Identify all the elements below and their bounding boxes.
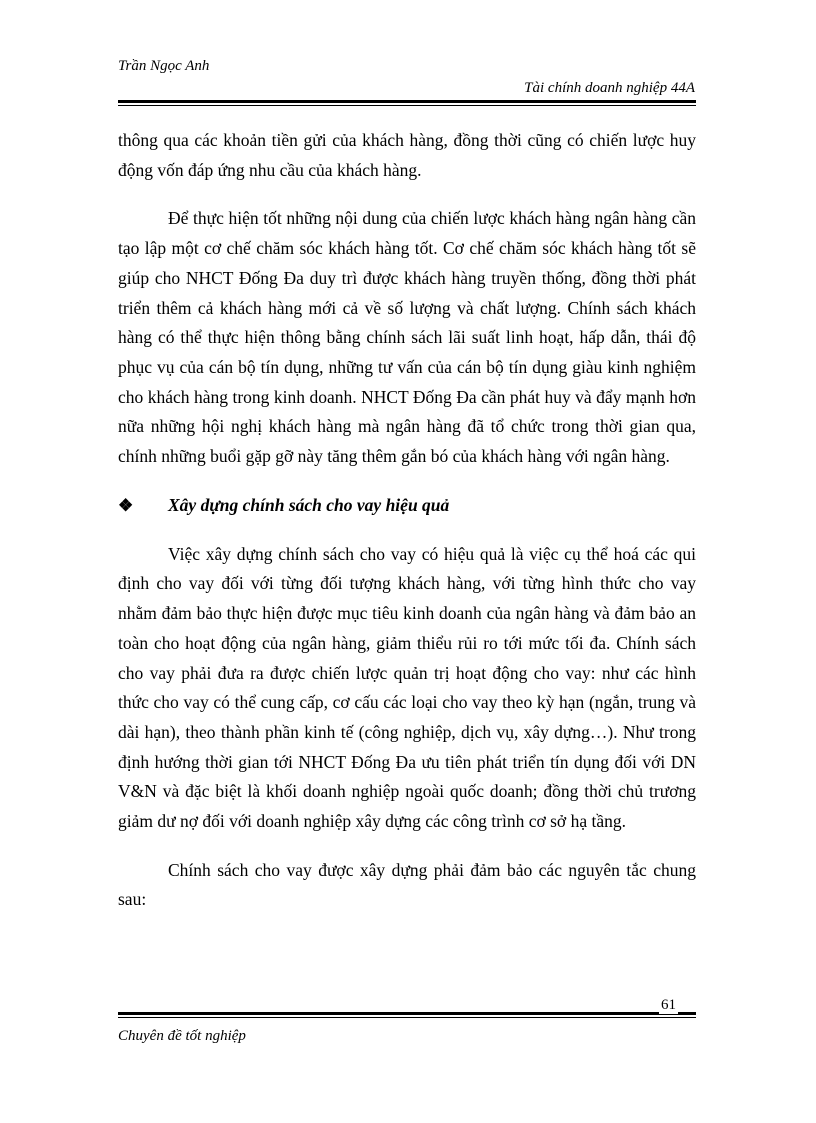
diamond-bullet-icon: ❖: [118, 495, 134, 515]
page-number: 61: [661, 997, 676, 1013]
paragraph-3: Việc xây dựng chính sách cho vay có hiệu quả là việc cụ thể hoá các qui định cho vay đối với từng đối tượng khách hàng, với từng hình thức cho vay nhằm đảm bảo thực hiện được mục tiêu kinh doanh của ngân hàng và đảm bảo an toàn cho hoạt động của ngân hàng, giảm thiểu rủi ro tới mức tối đa. Chính sách cho vay phải đưa ra được chiến lược quản trị hoạt động cho vay: như các hình thức cho vay có thể cung cấp, cơ cấu các loại cho vay theo kỳ hạn (ngắn, trung và dài hạn), theo thành phần kinh tế (công nghiệp, dịch vụ, xây dựng…). Như trong định hướng thời gian tới NHCT Đống Đa ưu tiên phát triển tín dụng đối với DN V&N và đặc biệt là khối doanh nghiệp ngoài quốc doanh; đồng thời chủ trương giảm dư nợ đối với doanh nghiệp xây dựng các công trình cơ sở hạ tầng.: [118, 543, 696, 832]
header-rule: [118, 100, 696, 103]
header-course-title: Tài chính doanh nghiệp 44A: [524, 80, 695, 96]
header-author: Trần Ngọc Anh: [118, 58, 210, 74]
page-body: [118, 126, 696, 915]
section-heading: [118, 491, 696, 521]
section-heading-text: Xây dựng chính sách cho vay hiệu quả: [168, 494, 450, 515]
paragraph-2: Để thực hiện tốt những nội dung của chiến lược khách hàng ngân hàng cần tạo lập một cơ chế chăm sóc khách hàng tốt. Cơ chế chăm sóc khách hàng tốt sẽ giúp cho NHCT Đống Đa duy trì được khách hàng truyền thống, đồng thời phát triển thêm cả khách hàng mới cả về số lượng và chất lượng. Chính sách khách hàng có thể thực hiện thông bằng chính sách lãi suất linh hoạt, hấp dẫn, thái độ phục vụ của cán bộ tín dụng, những tư vấn của cán bộ tín dụng giàu kinh nghiệm cho khách hàng trong kinh doanh. NHCT Đống Đa cần phát huy và đẩy mạnh hơn nữa những hội nghị khách hàng mà ngân hàng đã tổ chức trong thời gian qua, chính những buổi gặp gỡ này tăng thêm gắn bó của khách hàng với ngân hàng.: [118, 208, 696, 467]
paragraph-gap: [118, 837, 696, 856]
footer-rule: [118, 1012, 696, 1015]
paragraph-gap: [118, 185, 696, 204]
footer-rule-thin: [118, 1017, 696, 1018]
header-rule-thin: [118, 105, 696, 106]
paragraph-gap: [118, 521, 696, 540]
paragraph-4: Chính sách cho vay được xây dựng phải đảm bảo các nguyên tắc chung sau:: [118, 859, 696, 910]
footer-label: Chuyên đề tốt nghiệp: [118, 1028, 246, 1044]
paragraph-gap: [118, 472, 696, 491]
paragraph-1: thông qua các khoản tiền gửi của khách hàng, đồng thời cũng có chiến lược huy động vốn đáp ứng nhu cầu của khách hàng.: [118, 130, 696, 180]
